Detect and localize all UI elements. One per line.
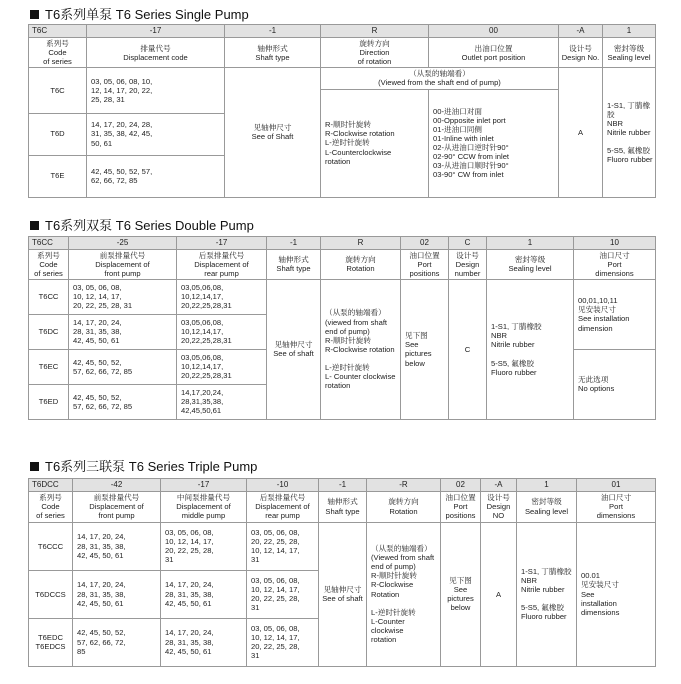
design-cell: C: [449, 279, 487, 419]
single-pump-table: [28, 24, 656, 198]
header-cell: 出油口位置 Outlet port position: [429, 38, 559, 68]
header-cell: 前泵排量代号 Displacement of front pump: [69, 249, 177, 279]
header-row: [29, 491, 656, 522]
code-cell: -A: [559, 25, 603, 38]
design-cell: A: [481, 522, 517, 666]
code-cell: -17: [161, 479, 247, 492]
header-cell: 轴伸形式 Shaft type: [225, 38, 321, 68]
series-cell: T6DCCS: [29, 570, 73, 618]
header-cell: 前泵排量代号 Displacement of front pump: [73, 491, 161, 522]
header-row: [29, 249, 656, 279]
table-row: [29, 522, 656, 570]
double-pump-table: [28, 236, 656, 420]
code-cell: -1: [267, 237, 321, 250]
header-cell: 中间泵排量代号 Displacement of middle pump: [161, 491, 247, 522]
code-cell: T6CC: [29, 237, 69, 250]
rear-displacement-cell: 03,05,06,08, 10,12,14,17, 20,22,25,28,31: [177, 349, 267, 384]
rear-displacement-cell: 03,05,06,08, 10,12,14,17, 20,22,25,28,31: [177, 314, 267, 349]
sealing-cell: 1-S1, 丁腈橡胶 NBR Nitrile rubber 5-S5, 氟橡胶 Fluoro rubber: [517, 522, 577, 666]
rotation-cell: R-顺时针旋转 R-Clockwise rotation L-逆时针旋转 L-Counterclockwise rotation: [321, 89, 429, 197]
code-cell: T6DCC: [29, 479, 73, 492]
series-cell: T6D: [29, 113, 87, 155]
series-cell: T6DC: [29, 314, 69, 349]
middle-displacement-cell: 14, 17, 20, 24, 28, 31, 35, 38, 42, 45, 50, 61: [161, 618, 247, 666]
code-cell: -17: [177, 237, 267, 250]
header-cell: 油口尺寸 Port dimensions: [574, 249, 656, 279]
table-row: [29, 68, 656, 89]
code-cell: 1: [517, 479, 577, 492]
front-displacement-cell: 14, 17, 20, 24, 28, 31, 35, 38, 42, 45, 50, 61: [69, 314, 177, 349]
section-title-double: T6系列双泵 T6 Series Double Pump: [30, 215, 254, 234]
square-bullet-icon: [30, 221, 39, 230]
rear-displacement-cell: 14,17,20,24, 28,31,35,38, 42,45,50,61: [177, 384, 267, 419]
header-cell: 后泵排量代号 Displacement of rear pump: [177, 249, 267, 279]
front-displacement-cell: 42, 45, 50, 52, 57, 62, 66, 72, 85: [69, 349, 177, 384]
shaft-type-cell: 见轴伸尺寸 See of shaft: [267, 279, 321, 419]
header-cell: 密封等级 Sealing level: [487, 249, 574, 279]
port-dimensions-cell: 无此选项 No options: [574, 349, 656, 419]
displacement-cell: 14, 17, 20, 24, 28, 31, 35, 38, 42, 45, 50, 61: [87, 113, 225, 155]
square-bullet-icon: [30, 462, 39, 471]
code-row: [29, 25, 656, 38]
header-cell: 设计号 Design number: [449, 249, 487, 279]
code-cell: -R: [367, 479, 441, 492]
shaft-type-cell: 见轴伸尺寸 See of Shaft: [225, 68, 321, 197]
front-displacement-cell: 42, 45, 50, 52, 57, 62, 66, 72, 85: [73, 618, 161, 666]
code-cell: 10: [574, 237, 656, 250]
code-cell: R: [321, 25, 429, 38]
rotation-note-cell: （从泵的轴端看） (Viewed from the shaft end of pump): [321, 68, 559, 89]
front-displacement-cell: 42, 45, 50, 52, 57, 62, 66, 72, 85: [69, 384, 177, 419]
code-cell: -25: [69, 237, 177, 250]
code-cell: -1: [225, 25, 321, 38]
table-row: [29, 279, 656, 314]
code-cell: C: [449, 237, 487, 250]
header-cell: 旋转方向 Direction of rotation: [321, 38, 429, 68]
front-displacement-cell: 14, 17, 20, 24, 28, 31, 35, 38, 42, 45, 50, 61: [73, 522, 161, 570]
middle-displacement-cell: 14, 17, 20, 24, 28, 31, 35, 38, 42, 45, 50, 61: [161, 570, 247, 618]
code-row: [29, 237, 656, 250]
series-cell: T6ED: [29, 384, 69, 419]
header-cell: 系列号 Code of series: [29, 38, 87, 68]
port-dimensions-cell: 00.01 见安装尺寸 See installation dimensions: [577, 522, 656, 666]
header-cell: 油口位置 Port positions: [441, 491, 481, 522]
header-cell: 旋转方向 Rotation: [367, 491, 441, 522]
shaft-type-cell: 见轴伸尺寸 See of shaft: [319, 522, 367, 666]
header-cell: 轴伸形式 Shaft type: [319, 491, 367, 522]
code-cell: -10: [247, 479, 319, 492]
front-displacement-cell: 14, 17, 20, 24, 28, 31, 35, 38, 42, 45, 50, 61: [73, 570, 161, 618]
section-title-triple: T6系列三联泵 T6 Series Triple Pump: [30, 456, 257, 475]
section-title-single: T6系列单泵 T6 Series Single Pump: [30, 4, 249, 23]
rotation-cell: （从泵的轴端看） (Viewed from shaft end of pump) R-顺时针旋转 R-Clockwise Rotation L-逆时针旋转 L-Counter clockwise rotation: [367, 522, 441, 666]
header-cell: 后泵排量代号 Displacement of rear pump: [247, 491, 319, 522]
header-cell: 设计号 Design NO: [481, 491, 517, 522]
port-position-cell: 见下图 See pictures below: [441, 522, 481, 666]
code-row: [29, 479, 656, 492]
series-cell: T6C: [29, 68, 87, 113]
middle-displacement-cell: 03, 05, 06, 08, 10, 12, 14, 17, 20, 22, 25, 28, 31: [161, 522, 247, 570]
code-cell: -17: [87, 25, 225, 38]
code-cell: 1: [603, 25, 656, 38]
displacement-cell: 03, 05, 06, 08, 10, 12, 14, 17, 20, 22, 25, 28, 31: [87, 68, 225, 113]
series-cell: T6CCC: [29, 522, 73, 570]
series-cell: T6E: [29, 155, 87, 197]
header-cell: 排量代号 Displacement code: [87, 38, 225, 68]
rear-displacement-cell: 03, 05, 06, 08, 20, 22, 25, 28, 10, 12, 14, 17, 31: [247, 522, 319, 570]
square-bullet-icon: [30, 10, 39, 19]
code-cell: -42: [73, 479, 161, 492]
code-cell: 00: [429, 25, 559, 38]
design-cell: A: [559, 68, 603, 197]
code-cell: 02: [441, 479, 481, 492]
code-cell: -1: [319, 479, 367, 492]
code-cell: 1: [487, 237, 574, 250]
header-cell: 轴伸形式 Shaft type: [267, 249, 321, 279]
code-cell: -A: [481, 479, 517, 492]
series-cell: T6CC: [29, 279, 69, 314]
header-cell: 系列号 Code of series: [29, 491, 73, 522]
rear-displacement-cell: 03,05,06,08, 10,12,14,17, 20,22,25,28,31: [177, 279, 267, 314]
displacement-cell: 42, 45, 50, 52, 57, 62, 66, 72, 85: [87, 155, 225, 197]
rotation-cell: （从泵的轴端看） (viewed from shaft end of pump) R-顺时针旋转 R-Clockwise rotation L-逆时针旋转 L- Counter clockwise rotation: [321, 279, 401, 419]
series-cell: T6EDC T6EDCS: [29, 618, 73, 666]
header-cell: 密封等级 Sealing level: [603, 38, 656, 68]
port-dimensions-cell: 00,01,10,11 见安装尺寸 See installation dimension: [574, 279, 656, 349]
header-cell: 油口位置 Port positions: [401, 249, 449, 279]
sealing-cell: 1-S1, 丁腈橡胶 NBR Nitrile rubber 5-S5, 氟橡胶 Fluoro rubber: [487, 279, 574, 419]
code-cell: T6C: [29, 25, 87, 38]
triple-pump-table: [28, 478, 656, 667]
port-position-cell: 见下图 See pictures below: [401, 279, 449, 419]
front-displacement-cell: 03, 05, 06, 08, 10, 12, 14, 17, 20, 22, 25, 28, 31: [69, 279, 177, 314]
rear-displacement-cell: 03, 05, 06, 08, 10, 12, 14, 17, 20, 22, 25, 28, 31: [247, 570, 319, 618]
series-cell: T6EC: [29, 349, 69, 384]
code-cell: R: [321, 237, 401, 250]
rear-displacement-cell: 03, 05, 06, 08, 10, 12, 14, 17, 20, 22, 25, 28, 31: [247, 618, 319, 666]
header-cell: 密封等级 Sealing level: [517, 491, 577, 522]
header-cell: 系列号 Code of series: [29, 249, 69, 279]
outlet-cell: 00-进油口对面 00-Opposite inlet port 01-进油口同侧 01-Inline with inlet 02-从进油口逆时针90° 02-90° CCW from inlet 03-从进油口顺时针90° 03-90° CW from inlet: [429, 89, 559, 197]
header-cell: 油口尺寸 Port dimensions: [577, 491, 656, 522]
sealing-cell: 1-S1, 丁腈橡胶 NBR Nitrile rubber 5-S5, 氟橡胶 Fluoro rubber: [603, 68, 656, 197]
header-cell: 旋转方向 Rotation: [321, 249, 401, 279]
header-row: [29, 38, 656, 68]
code-cell: 02: [401, 237, 449, 250]
code-cell: 01: [577, 479, 656, 492]
header-cell: 设计号 Design No.: [559, 38, 603, 68]
